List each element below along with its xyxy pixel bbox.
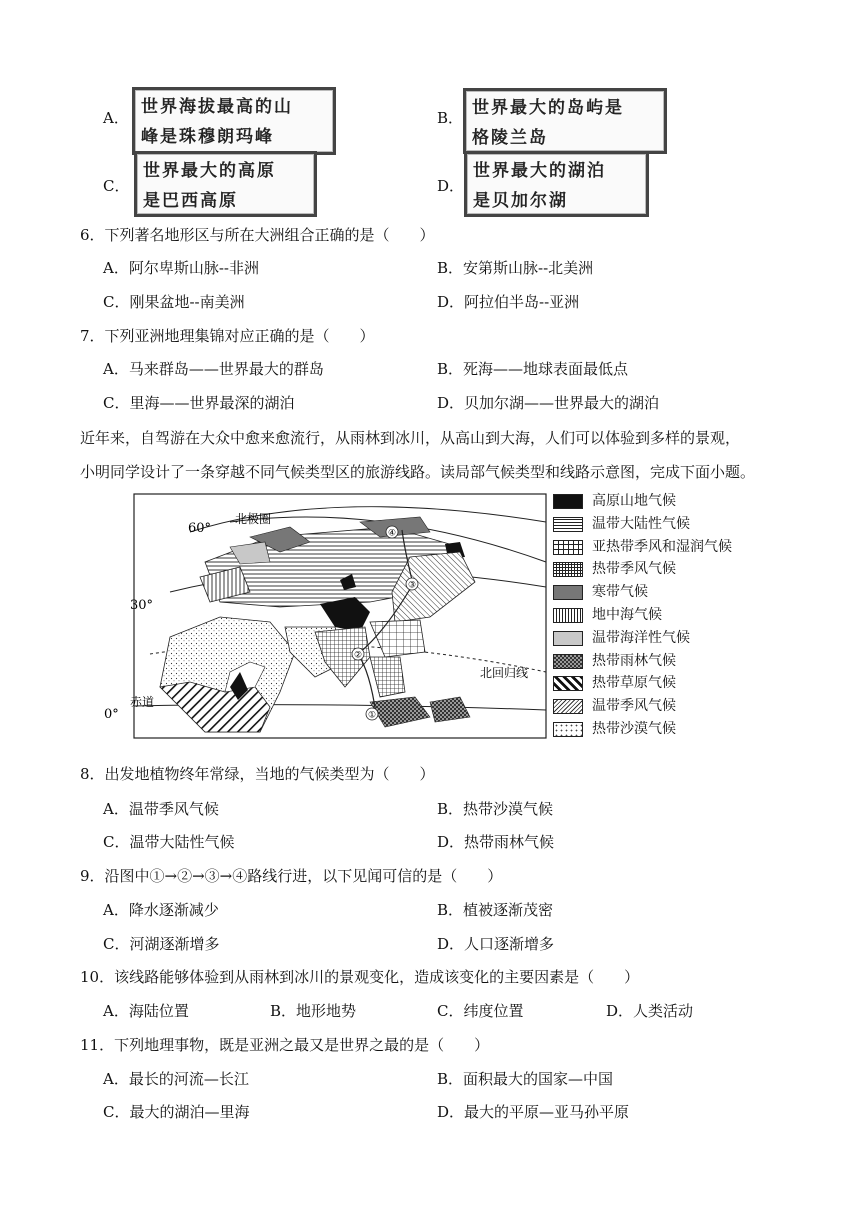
- q5-option-b-line1: 世界最大的岛屿是: [472, 98, 624, 118]
- legend-item: [553, 673, 763, 696]
- legend-label: 高原山地气候: [592, 493, 676, 509]
- q9-option-d[interactable]: D．人口逐渐增多: [437, 935, 555, 953]
- q10-option-c[interactable]: C．纬度位置: [437, 1002, 524, 1020]
- legend-swatch: [553, 585, 583, 600]
- q10-option-d[interactable]: D．人类活动: [606, 1002, 694, 1020]
- q9-stem: 9．沿图中①→②→③→④路线行进，以下见闻可信的是（ ）: [80, 867, 503, 885]
- q9-option-c[interactable]: C．河湖逐渐增多: [103, 935, 220, 953]
- legend-item: [553, 696, 763, 719]
- q9-option-b[interactable]: B．植被逐渐茂密: [437, 901, 554, 919]
- q5-option-d-line2: 是贝加尔湖: [473, 191, 568, 211]
- q7-stem: 7．下列亚洲地理集锦对应正确的是（ ）: [80, 327, 375, 345]
- q7-option-b[interactable]: B．死海——地球表面最低点: [437, 360, 629, 378]
- lat-30-label: 30°: [130, 598, 154, 613]
- q10-option-a[interactable]: A．海陆位置: [103, 1002, 189, 1020]
- legend-swatch: [553, 517, 583, 532]
- q6-option-c[interactable]: C．刚果盆地--南美洲: [103, 293, 245, 311]
- q9-option-a[interactable]: A．降水逐渐减少: [103, 901, 219, 919]
- legend-swatch: [553, 654, 583, 669]
- lat-0-label: 0°: [104, 707, 119, 722]
- legend-item: [553, 491, 763, 514]
- legend-item: [553, 537, 763, 560]
- q8-stem: 8．出发地植物终年常绿，当地的气候类型为（ ）: [80, 765, 435, 783]
- legend-label: 温带海洋性气候: [592, 629, 690, 646]
- q5-option-b-image: [463, 88, 667, 154]
- q10-option-b[interactable]: B．地形地势: [270, 1002, 357, 1020]
- legend-item: [553, 514, 763, 537]
- q11-stem: 11．下列地理事物，既是亚洲之最又是世界之最的是（ ）: [80, 1036, 490, 1054]
- q5-option-c-image: [134, 151, 317, 217]
- q7-option-d[interactable]: D．贝加尔湖——世界最大的湖泊: [437, 394, 660, 412]
- legend-swatch: [553, 676, 583, 691]
- legend-label: 热带季风气候: [592, 561, 676, 578]
- q5-option-d-image: [464, 151, 649, 217]
- legend-swatch: [553, 722, 583, 737]
- legend-label: 温带大陆性气候: [592, 515, 690, 532]
- q6-option-a[interactable]: A．阿尔卑斯山脉--非洲: [103, 259, 259, 277]
- legend-item: [553, 651, 763, 674]
- q6-option-d[interactable]: D．阿拉伯半岛--亚洲: [437, 293, 580, 311]
- legend-swatch: [553, 631, 583, 646]
- legend-swatch: [553, 699, 583, 714]
- q11-option-d[interactable]: D．最大的平原—亚马孙平原: [437, 1103, 630, 1121]
- legend-item: [553, 582, 763, 605]
- legend-item: [553, 605, 763, 628]
- q10-stem: 10．该线路能够体验到从雨林到冰川的景观变化，造成该变化的主要因素是（ ）: [80, 968, 640, 986]
- q5-option-a-letter: A．: [103, 109, 129, 127]
- legend-label: 亚热带季风和湿润气候: [592, 538, 732, 555]
- q5-option-d-line1: 世界最大的湖泊: [473, 161, 606, 181]
- route-point-3: ③: [407, 580, 417, 591]
- route-point-1: ①: [367, 710, 377, 721]
- legend-swatch: [553, 540, 583, 555]
- q5-option-c-line2: 是巴西高原: [143, 191, 238, 211]
- equator-label: 赤道: [130, 695, 155, 709]
- route-point-2: ②: [353, 650, 363, 661]
- arctic-circle-label: 北极圈: [235, 512, 272, 526]
- legend-item: [553, 719, 763, 742]
- legend-item: [553, 559, 763, 582]
- legend-swatch: [553, 562, 583, 577]
- q5-option-c-line1: 世界最大的高原: [143, 161, 276, 181]
- route-point-4: ④: [387, 528, 397, 539]
- q8-option-a[interactable]: A．温带季风气候: [103, 800, 219, 818]
- legend-label: 地中海气候: [592, 606, 662, 623]
- q11-option-a[interactable]: A．最长的河流—长江: [103, 1070, 249, 1088]
- q5-option-b-line2: 格陵兰岛: [472, 128, 548, 148]
- q5-option-a-line1: 世界海拔最高的山: [141, 97, 293, 117]
- map-legend: [553, 491, 763, 742]
- q8-option-b[interactable]: B．热带沙漠气候: [437, 800, 554, 818]
- q11-option-b[interactable]: B．面积最大的国家—中国: [437, 1070, 614, 1088]
- q5-option-b-letter: B．: [437, 109, 464, 127]
- legend-label: 热带草原气候: [592, 675, 676, 692]
- legend-item: [553, 628, 763, 651]
- q6-stem: 6．下列著名地形区与所在大洲组合正确的是（ ）: [80, 226, 435, 244]
- legend-label: 热带沙漠气候: [592, 720, 676, 737]
- climate-map: [104, 492, 548, 740]
- legend-label: 热带雨林气候: [592, 652, 676, 669]
- q5-option-a-line2: 峰是珠穆朗玛峰: [141, 127, 274, 147]
- legend-label: 寒带气候: [592, 584, 648, 601]
- q11-option-c[interactable]: C．最大的湖泊—里海: [103, 1103, 250, 1121]
- legend-swatch: [553, 494, 583, 509]
- q7-option-a[interactable]: A．马来群岛——世界最大的群岛: [103, 360, 324, 378]
- legend-swatch: [553, 608, 583, 623]
- legend-label: 温带季风气候: [592, 698, 676, 715]
- q8-option-d[interactable]: D．热带雨林气候: [437, 833, 555, 851]
- passage-line-1: 近年来，自驾游在大众中愈来愈流行，从雨林到冰川，从高山到大海，人们可以体验到多样的景观，: [80, 429, 741, 447]
- q8-option-c[interactable]: C．温带大陆性气候: [103, 833, 235, 851]
- q5-option-d-letter: D．: [437, 177, 465, 195]
- q5-option-c-letter: C．: [103, 177, 130, 195]
- q6-option-b[interactable]: B．安第斯山脉--北美洲: [437, 259, 594, 277]
- q5-option-a-image: [132, 87, 336, 155]
- q7-option-c[interactable]: C．里海——世界最深的湖泊: [103, 394, 295, 412]
- passage-line-2: 小明同学设计了一条穿越不同气候类型区的旅游线路。读局部气候类型和线路示意图，完成下面小题。: [80, 463, 756, 481]
- lat-60-label: 60°: [188, 521, 212, 536]
- tropic-of-cancer-label: 北回归线: [480, 666, 529, 680]
